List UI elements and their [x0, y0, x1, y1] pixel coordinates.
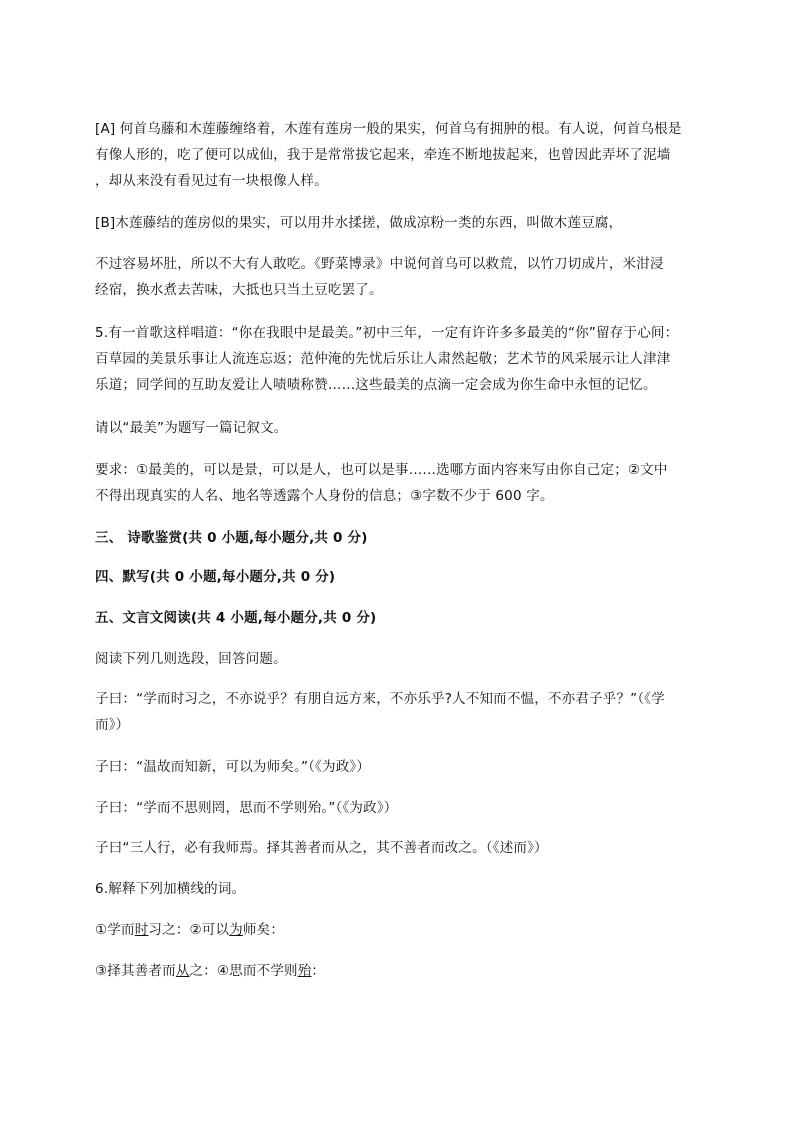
question-6-line-2: ③择其善者而从之：④思而不学则殆： [95, 963, 326, 979]
passage-a-line-3: ，却从来没有看见过有一块根像人样。 [95, 173, 328, 189]
underlined-word: 从 [175, 963, 190, 979]
q5-requirements [95, 457, 700, 509]
passage-a-line-2: 有像人形的，吃了便可以成仙，我于是常常拔它起来，牵连不断地拔起来，也曾因此弄坏了泥墙 [95, 147, 671, 163]
passage-b-line-2: 不过容易坏肚，所以不大有人敢吃。《野菜博录》中说何首乌可以救荒，以竹刀切成片，米泔浸 [95, 256, 664, 272]
passage-b-line-3: 经宿，换水煮去苦味，大抵也只当土豆吃罢了。 [95, 282, 383, 298]
question-5-text [95, 320, 700, 398]
q5-line-2: 百草园的美景乐事让人流连忘返；范仲淹的先忧后乐让人肃然起敬；艺术节的风采展示让人津津 [95, 351, 671, 367]
classical-passage-1-line-2: 而》） [95, 717, 130, 733]
q5-req-line-1: 要求：①最美的，可以是景，可以是人，也可以是事……选哪方面内容来写由你自己定；②文中 [95, 462, 668, 478]
classical-passage-4: 子曰“三人行，必有我师焉。择其善者而从之，其不善者而改之。（《述而》） [95, 840, 548, 856]
section-3-heading: 三、 诗歌鉴赏(共 0 小题,每小题分,共 0 分) [95, 530, 368, 546]
section-5-heading: 五、文言文阅读(共 4 小题,每小题分,共 0 分) [95, 610, 377, 626]
passage-a [95, 116, 700, 194]
q5-prompt: 请以“最美”为题写一篇记叙文。 [95, 420, 288, 436]
q5-line-1: 5.有一首歌这样唱道：“你在我眼中是最美。”初中三年，一定有许许多多最美的“你”留存于心间： [95, 325, 679, 341]
classical-intro: 阅读下列几则选段，回答问题。 [95, 651, 287, 667]
classical-passage-1 [95, 686, 700, 738]
passage-b-line-1: [B]木莲藤结的莲房似的果实，可以用井水揉搓，做成凉粉一类的东西，叫做木莲豆腐， [95, 215, 623, 231]
section-4-heading: 四、默写(共 0 小题,每小题分,共 0 分) [95, 569, 336, 585]
classical-passage-2: 子曰：“温故而知新，可以为师矣。”（《为政》） [95, 759, 371, 775]
question-6-title: 6.解释下列加横线的词。 [95, 881, 246, 897]
classical-passage-1-line-1: 子曰：“学而时习之，不亦说乎？有朋自远方来，不亦乐乎?人不知而不愠，不亦君子乎？”（《学 [95, 691, 665, 707]
question-6-line-1: ①学而时习之：②可以为师矣： [95, 922, 285, 938]
underlined-word: 殆 [297, 963, 312, 979]
underlined-word: 时 [134, 922, 149, 938]
q5-line-3: 乐道；同学间的互助友爱让人啧啧称赞……这些最美的点滴一定会成为你生命中永恒的记忆。 [95, 377, 657, 393]
underlined-word: 为 [229, 922, 243, 938]
passage-a-line-1: [A] 何首乌藤和木莲藤缠络着，木莲有莲房一般的果实，何首乌有拥肿的根。有人说，何首乌根是 [95, 121, 682, 137]
passage-b-continued [95, 251, 700, 303]
classical-passage-3: 子曰：“学而不思则罔，思而不学则殆。”（《为政》） [95, 800, 398, 816]
q5-req-line-2: 不得出现真实的人名、地名等透露个人身份的信息；③字数不少于 600 字。 [95, 488, 554, 504]
